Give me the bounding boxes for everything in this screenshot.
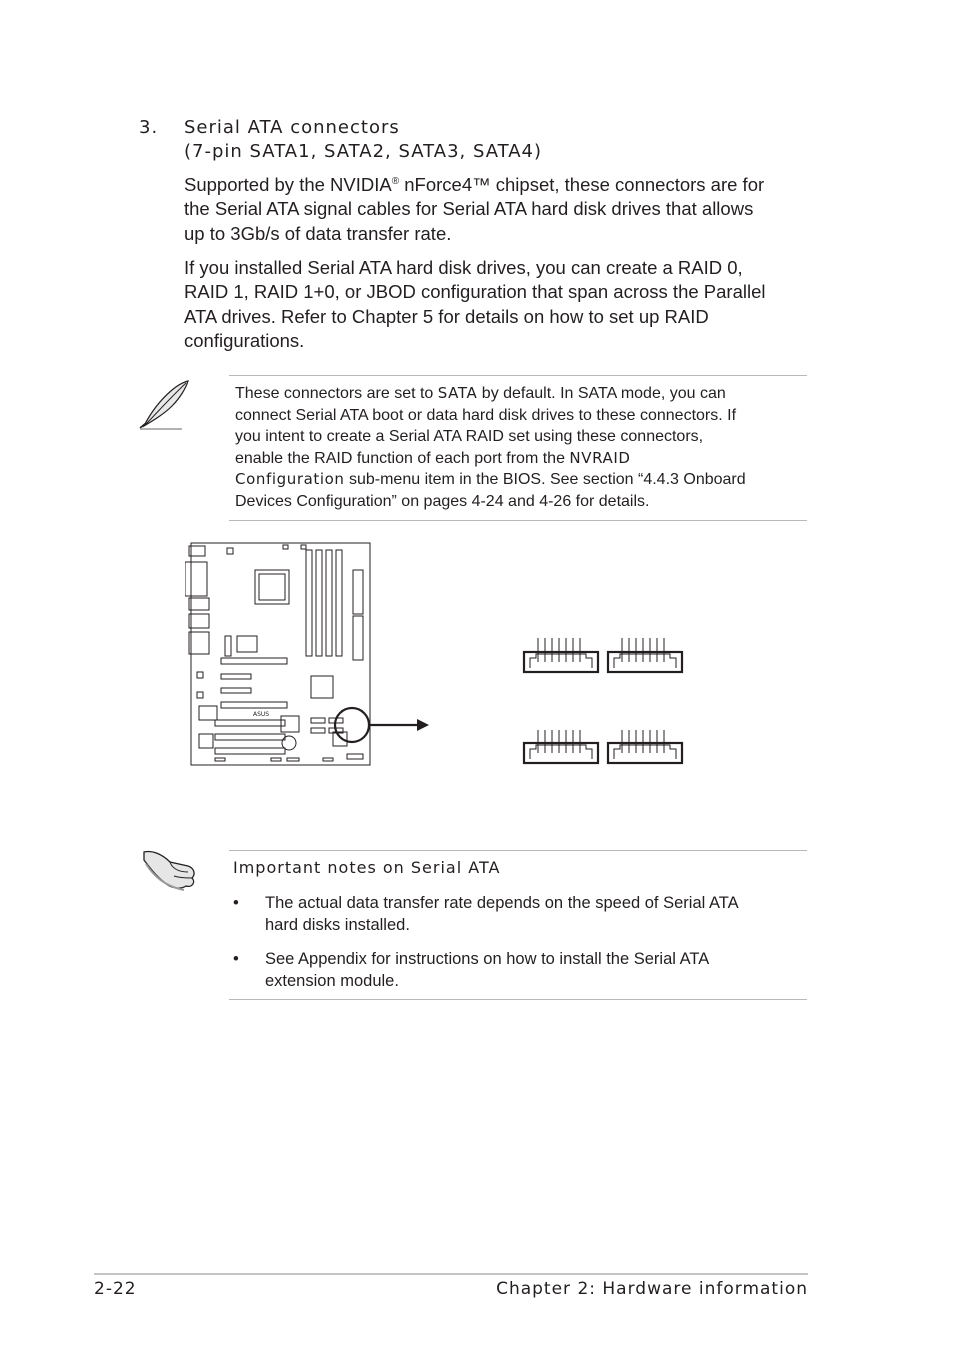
bullet-2-line1: See Appendix for instructions on how to install the Serial ATA bbox=[265, 950, 710, 968]
para2-line4: configurations. bbox=[184, 329, 305, 351]
note-line1 bbox=[235, 383, 815, 405]
note-line2: connect Serial ATA boot or data hard disk drives to these connectors. If bbox=[235, 406, 737, 424]
important-bullet-2 bbox=[233, 948, 793, 992]
feather-pen-icon bbox=[136, 376, 192, 432]
para2-line2: RAID 1, RAID 1+0, or JBOD configuration that span across the Parallel bbox=[184, 281, 766, 303]
para1-line1 bbox=[184, 170, 824, 197]
configuration-emphasis: Configuration bbox=[235, 470, 345, 489]
note-line1-a: These connectors are set to bbox=[235, 385, 438, 402]
bullet-1-line1: The actual data transfer rate depends on the speed of Serial ATA bbox=[265, 894, 739, 912]
section-title-line1: Serial ATA connectors bbox=[184, 117, 400, 138]
note-line6: Devices Configuration” on pages 4-24 and 4-26 for details. bbox=[235, 492, 650, 510]
sata-connectors-detail bbox=[520, 632, 688, 772]
important-top-rule bbox=[229, 850, 807, 851]
note-line4-a: enable the RAID function of each port from the bbox=[235, 449, 570, 467]
para2-line1: If you installed Serial ATA hard disk drives, you can create a RAID 0, bbox=[184, 257, 743, 278]
para2-line3: ATA drives. Refer to Chapter 5 for details on how to set up RAID bbox=[184, 305, 709, 327]
paragraph-2 bbox=[184, 256, 824, 353]
important-bullet-1 bbox=[233, 892, 793, 936]
note-line3: you intent to create a Serial ATA RAID set using these connectors, bbox=[235, 428, 704, 446]
bullet-dot: • bbox=[233, 950, 239, 968]
page-number: 2-22 bbox=[94, 1279, 137, 1299]
bullet-2-text bbox=[265, 948, 795, 992]
registered-mark: ® bbox=[391, 176, 400, 187]
para1-line1-b: nForce4™ chipset, these connectors are for bbox=[399, 174, 765, 196]
sata-emphasis: SATA bbox=[437, 384, 478, 402]
important-notes-title: Important notes on Serial ATA bbox=[233, 858, 501, 877]
note-line5-b: sub-menu item in the BIOS. See section “4.4.3 Onboard bbox=[344, 471, 746, 489]
note-line4 bbox=[235, 448, 815, 470]
para1-line1-a: Supported by the NVIDIA bbox=[184, 174, 392, 196]
sata-connector-top-right bbox=[608, 638, 682, 672]
bullet-1-text bbox=[265, 892, 795, 936]
section-number: 3. bbox=[139, 117, 159, 138]
paragraph-1 bbox=[184, 170, 824, 246]
important-bottom-rule bbox=[229, 999, 807, 1000]
sata-connector-top-left bbox=[524, 638, 598, 672]
bullet-dot: • bbox=[233, 894, 239, 912]
sata-connector-bottom-right bbox=[608, 730, 682, 763]
note-line5 bbox=[235, 469, 815, 491]
note-bottom-rule bbox=[229, 520, 807, 521]
para1-line2: the Serial ATA signal cables for Serial ATA hard disk drives that allows bbox=[184, 198, 754, 220]
svg-text:ASUS: ASUS bbox=[253, 711, 270, 718]
footer-rule bbox=[94, 1273, 808, 1275]
note-line1-b: by default. In SATA mode, you can bbox=[477, 385, 726, 402]
section-title-line2: (7-pin SATA1, SATA2, SATA3, SATA4) bbox=[184, 141, 543, 162]
chapter-title: Chapter 2: Hardware information bbox=[496, 1279, 808, 1299]
pointing-hand-icon bbox=[140, 846, 202, 892]
sata-connector-bottom-left bbox=[524, 730, 598, 763]
bullet-2-line2: extension module. bbox=[265, 972, 399, 990]
nvraid-emphasis: NVRAID bbox=[569, 448, 631, 467]
bullet-1-line2: hard disks installed. bbox=[265, 916, 410, 934]
note-text bbox=[235, 383, 815, 513]
para1-line3: up to 3Gb/s of data transfer rate. bbox=[184, 222, 452, 244]
motherboard-layout-diagram bbox=[185, 540, 435, 772]
note-top-rule bbox=[229, 375, 807, 376]
